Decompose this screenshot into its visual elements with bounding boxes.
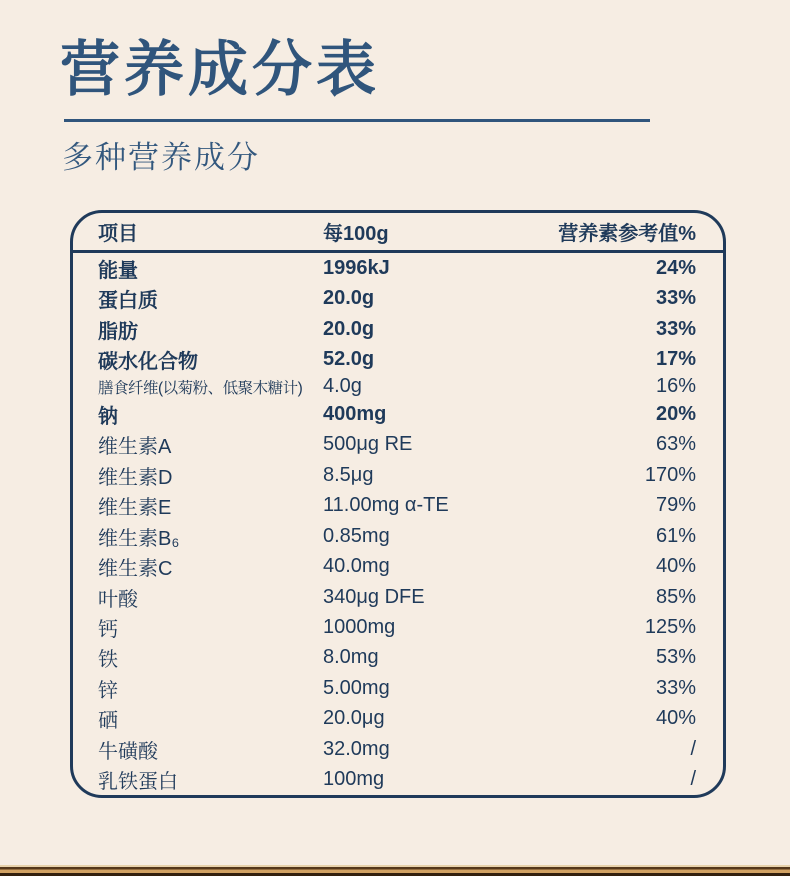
row-nrv-value: /	[690, 737, 696, 760]
row-amount-value: 400mg	[323, 402, 387, 425]
row-nrv-value: 79%	[655, 494, 696, 517]
table-row	[73, 375, 723, 399]
row-nrv-value: 61%	[655, 524, 696, 547]
row-item-label: 维生素D	[98, 466, 173, 489]
row-item-label: 维生素B₆	[98, 527, 180, 550]
row-amount-value: 4.0g	[323, 375, 362, 398]
table-row	[73, 521, 723, 551]
row-nrv-value: 33%	[655, 317, 696, 340]
row-amount-value: 340μg DFE	[323, 585, 425, 608]
row-nrv-value: 125%	[644, 615, 696, 638]
row-amount-value: 11.00mg α-TE	[323, 494, 449, 517]
nutrition-table	[70, 210, 726, 798]
table-row	[73, 764, 723, 794]
row-item-label: 钙	[98, 618, 118, 641]
row-amount-value: 500μg RE	[323, 433, 413, 456]
row-nrv-value: 63%	[655, 433, 696, 456]
page-subtitle: 多种营养成分	[62, 140, 260, 175]
row-nrv-value: 85%	[655, 585, 696, 608]
table-row	[73, 491, 723, 521]
table-row	[73, 253, 723, 283]
row-nrv-value: 40%	[655, 707, 696, 730]
table-row	[73, 612, 723, 642]
row-amount-value: 1000mg	[323, 615, 396, 638]
row-nrv-value: 17%	[655, 348, 696, 371]
row-amount-value: 52.0g	[323, 348, 375, 371]
row-nrv-value: 33%	[655, 676, 696, 699]
table-row	[73, 344, 723, 374]
row-item-label: 脂肪	[98, 320, 138, 343]
row-item-label: 钠	[98, 405, 118, 428]
row-nrv-value: 24%	[655, 256, 696, 279]
row-amount-value: 5.00mg	[323, 676, 390, 699]
row-item-label: 铁	[98, 649, 118, 672]
table-row	[73, 430, 723, 460]
row-item-label: 维生素E	[98, 497, 172, 520]
row-amount-value: 20.0μg	[323, 707, 385, 730]
row-item-label: 膳食纤维(以菊粉、低聚木糖计)	[98, 379, 303, 397]
table-row	[73, 704, 723, 734]
row-nrv-value: 53%	[655, 646, 696, 669]
header-nrv: 营养素参考值%	[558, 223, 696, 245]
table-row	[73, 643, 723, 673]
row-amount-value: 40.0mg	[323, 555, 390, 578]
header-item: 项目	[98, 223, 138, 245]
gold-footer-bar	[0, 865, 790, 876]
title-divider	[64, 119, 650, 122]
table-row	[73, 460, 723, 490]
row-nrv-value: 170%	[644, 463, 696, 486]
row-amount-value: 8.0mg	[323, 646, 379, 669]
table-row	[73, 399, 723, 429]
table-row	[73, 734, 723, 764]
row-nrv-value: /	[690, 768, 696, 791]
row-nrv-value: 16%	[655, 375, 696, 398]
row-nrv-value: 20%	[655, 402, 696, 425]
table-row	[73, 283, 723, 313]
row-amount-value: 0.85mg	[323, 524, 390, 547]
row-item-label: 维生素C	[98, 558, 173, 581]
row-item-label: 维生素A	[98, 436, 172, 459]
row-amount-value: 100mg	[323, 768, 385, 791]
row-item-label: 蛋白质	[98, 290, 158, 313]
row-item-label: 牛磺酸	[98, 740, 158, 763]
row-item-label: 能量	[98, 259, 138, 282]
row-amount-value: 8.5μg	[323, 463, 374, 486]
row-item-label: 叶酸	[98, 588, 138, 611]
table-row	[73, 673, 723, 703]
row-item-label: 碳水化合物	[98, 351, 198, 374]
page-title: 营养成分表	[60, 37, 380, 103]
table-row	[73, 551, 723, 581]
table-row	[73, 582, 723, 612]
row-amount-value: 20.0g	[323, 317, 375, 340]
table-row	[73, 314, 723, 344]
table-body	[73, 253, 723, 795]
row-item-label: 乳铁蛋白	[98, 771, 178, 794]
row-amount-value: 32.0mg	[323, 737, 390, 760]
row-item-label: 硒	[98, 710, 118, 733]
table-header-row	[73, 213, 723, 253]
row-nrv-value: 40%	[655, 555, 696, 578]
row-item-label: 锌	[98, 679, 118, 702]
header-per-100g: 每100g	[323, 223, 389, 245]
row-nrv-value: 33%	[655, 287, 696, 310]
row-amount-value: 20.0g	[323, 287, 375, 310]
row-amount-value: 1996kJ	[323, 256, 390, 279]
